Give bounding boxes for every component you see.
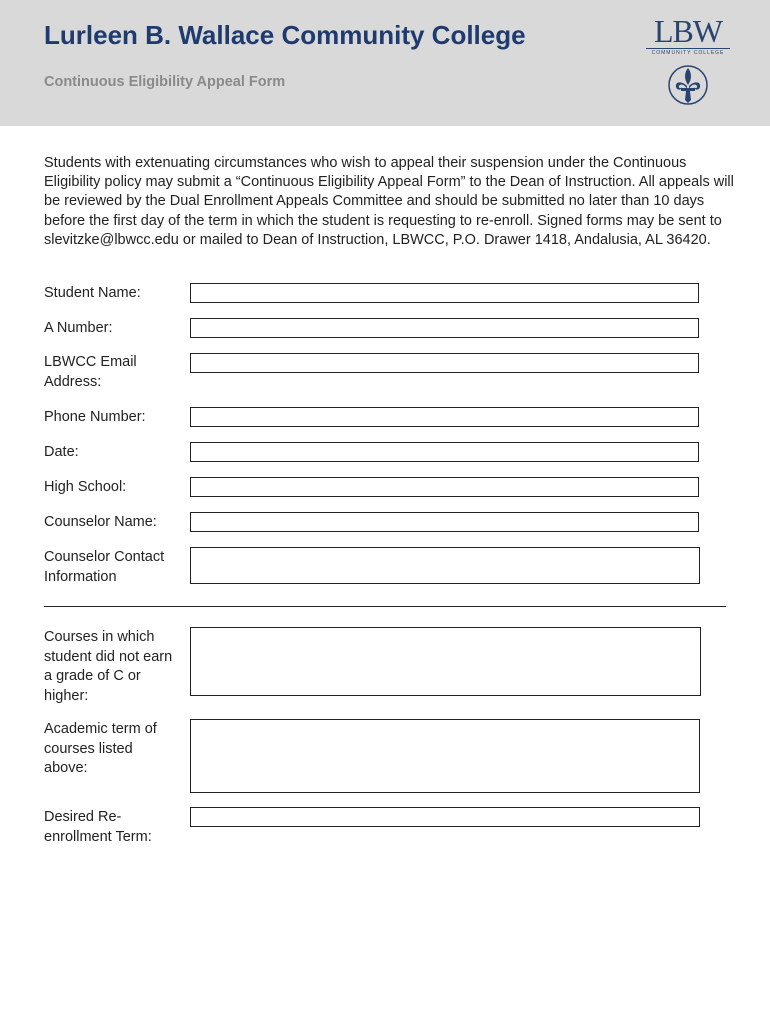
intro-paragraph: Students with extenuating circumstances who wish to appeal their suspension under the Continuous Eligibility policy may submit a “Continuous Eligibility Appeal Form” to the Dean of Instruction. All appeals will be reviewed by the Dual Enrollment Appeals Committee and should be submitted no later than 10 days before the first day of the term in which the student is requesting to re-enroll. Signed forms may be sent to slevitzke@lbwcc.edu or mailed to Dean of Instruction, LBWCC, P.O. Drawer 1418, Andalusia, AL 36420.: [44, 155, 734, 248]
date-field[interactable]: [190, 442, 699, 462]
form-title: Continuous Eligibility Appeal Form: [44, 74, 286, 90]
college-logo: [646, 13, 730, 112]
reenroll-term-label: Desired Re-enrollment Term:: [44, 809, 152, 845]
student-name-field[interactable]: [190, 283, 699, 303]
phone-field[interactable]: [190, 407, 699, 427]
academic-term-label: Academic term of courses listed above:: [44, 721, 157, 776]
academic-term-field[interactable]: [190, 719, 700, 793]
counselor-name-field[interactable]: [190, 512, 699, 532]
logo-tagline: COMMUNITY COLLEGE: [646, 48, 730, 56]
section-divider: [44, 606, 726, 607]
a-number-field[interactable]: [190, 318, 699, 338]
counselor-name-label: Counselor Name:: [44, 514, 157, 530]
fleur-de-lis-icon: [667, 59, 709, 109]
logo-wordmark: LBW: [653, 13, 723, 49]
reenroll-term-field[interactable]: [190, 807, 700, 827]
counselor-contact-field[interactable]: [190, 547, 700, 584]
date-label: Date:: [44, 444, 79, 460]
counselor-contact-label: Counselor Contact Information: [44, 549, 165, 585]
phone-label: Phone Number:: [44, 409, 146, 425]
page-header: [0, 0, 770, 126]
email-label: LBWCC Email Address:: [44, 354, 137, 390]
high-school-label: High School:: [44, 479, 127, 495]
a-number-label: A Number:: [44, 320, 113, 336]
courses-field[interactable]: [190, 627, 701, 696]
courses-label: Courses in which student did not earn a grade of C or higher:: [44, 629, 173, 704]
high-school-field[interactable]: [190, 477, 699, 497]
page-title: Lurleen B. Wallace Community College: [44, 20, 526, 50]
student-name-label: Student Name:: [44, 285, 141, 301]
email-field[interactable]: [190, 353, 699, 373]
